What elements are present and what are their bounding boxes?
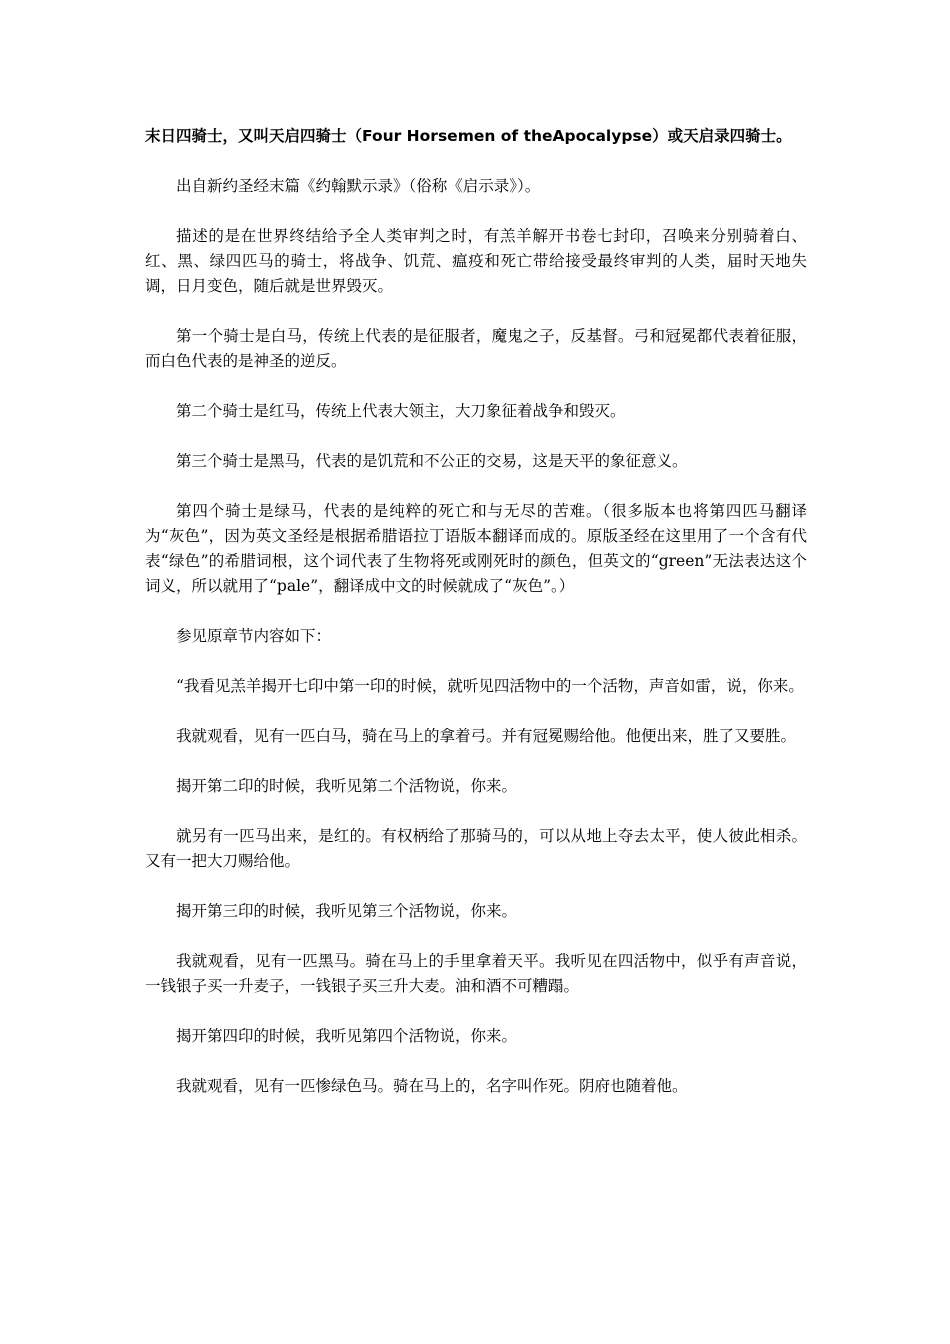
paragraph-quote-white-horse: 我就观看，见有一匹白马，骑在马上的拿着弓。并有冠冕赐给他。他便出来，胜了又要胜。 xyxy=(176,727,797,745)
paragraph-quote-black-horse: 我就观看，见有一匹黑马。骑在马上的手里拿着天平。我听见在四活物中，似乎有声音说，一钱银子买一升麦子，一钱银子买三升大麦。油和酒不可糟蹋。 xyxy=(145,952,807,995)
paragraph-second-rider: 第二个骑士是红马，传统上代表大领主，大刀象征着战争和毁灭。 xyxy=(176,402,626,420)
paragraph-quote-red-horse: 就另有一匹马出来，是红的。有权柄给了那骑马的，可以从地上夺去太平，使人彼此相杀。又有一把大刀赐给他。 xyxy=(145,827,807,870)
paragraph-quote-second-seal: 揭开第二印的时候，我听见第二个活物说，你来。 xyxy=(176,777,518,795)
paragraph-quote-fourth-seal: 揭开第四印的时候，我听见第四个活物说，你来。 xyxy=(176,1027,518,1045)
paragraph-quote-third-seal: 揭开第三印的时候，我听见第三个活物说，你来。 xyxy=(176,902,518,920)
paragraph-see-original: 参见原章节内容如下： xyxy=(176,627,332,645)
paragraph-description: 描述的是在世界终结给予全人类审判之时，有羔羊解开书卷七封印，召唤来分别骑着白、红、黑、绿四匹马的骑士，将战争、饥荒、瘟疫和死亡带给接受最终审判的人类，届时天地失调，日月变色，随后就是世界毁灭。 xyxy=(145,227,807,295)
paragraph-first-rider: 第一个骑士是白马，传统上代表的是征服者，魔鬼之子，反基督。弓和冠冕都代表着征服，而白色代表的是神圣的逆反。 xyxy=(145,327,807,370)
paragraph-fourth-rider: 第四个骑士是绿马，代表的是纯粹的死亡和与无尽的苦难。（很多版本也将第四匹马翻译为“灰色”，因为英文圣经是根据希腊语拉丁语版本翻译而成的。原版圣经在这里用了一个含有代表“绿色”的希腊词根，这个词代表了生物将死或刚死时的颜色，但英文的“green”无法表达这个词义，所以就用了“pale”，翻译成中文的时候就成了“灰色”。） xyxy=(145,502,807,595)
document-page xyxy=(145,124,807,1124)
paragraph-quote-pale-horse: 我就观看，见有一匹惨绿色马。骑在马上的，名字叫作死。阴府也随着他。 xyxy=(176,1077,688,1095)
document-title: 末日四骑士，又叫天启四骑士（Four Horsemen of theApocalypse）或天启录四骑士。 xyxy=(145,127,792,145)
paragraph-third-rider: 第三个骑士是黑马，代表的是饥荒和不公正的交易，这是天平的象征意义。 xyxy=(176,452,688,470)
paragraph-quote-first-seal: “我看见羔羊揭开七印中第一印的时候，就听见四活物中的一个活物，声音如雷，说，你来。 xyxy=(176,677,804,695)
paragraph-source: 出自新约圣经末篇《约翰默示录》（俗称《启示录》）。 xyxy=(176,177,541,195)
